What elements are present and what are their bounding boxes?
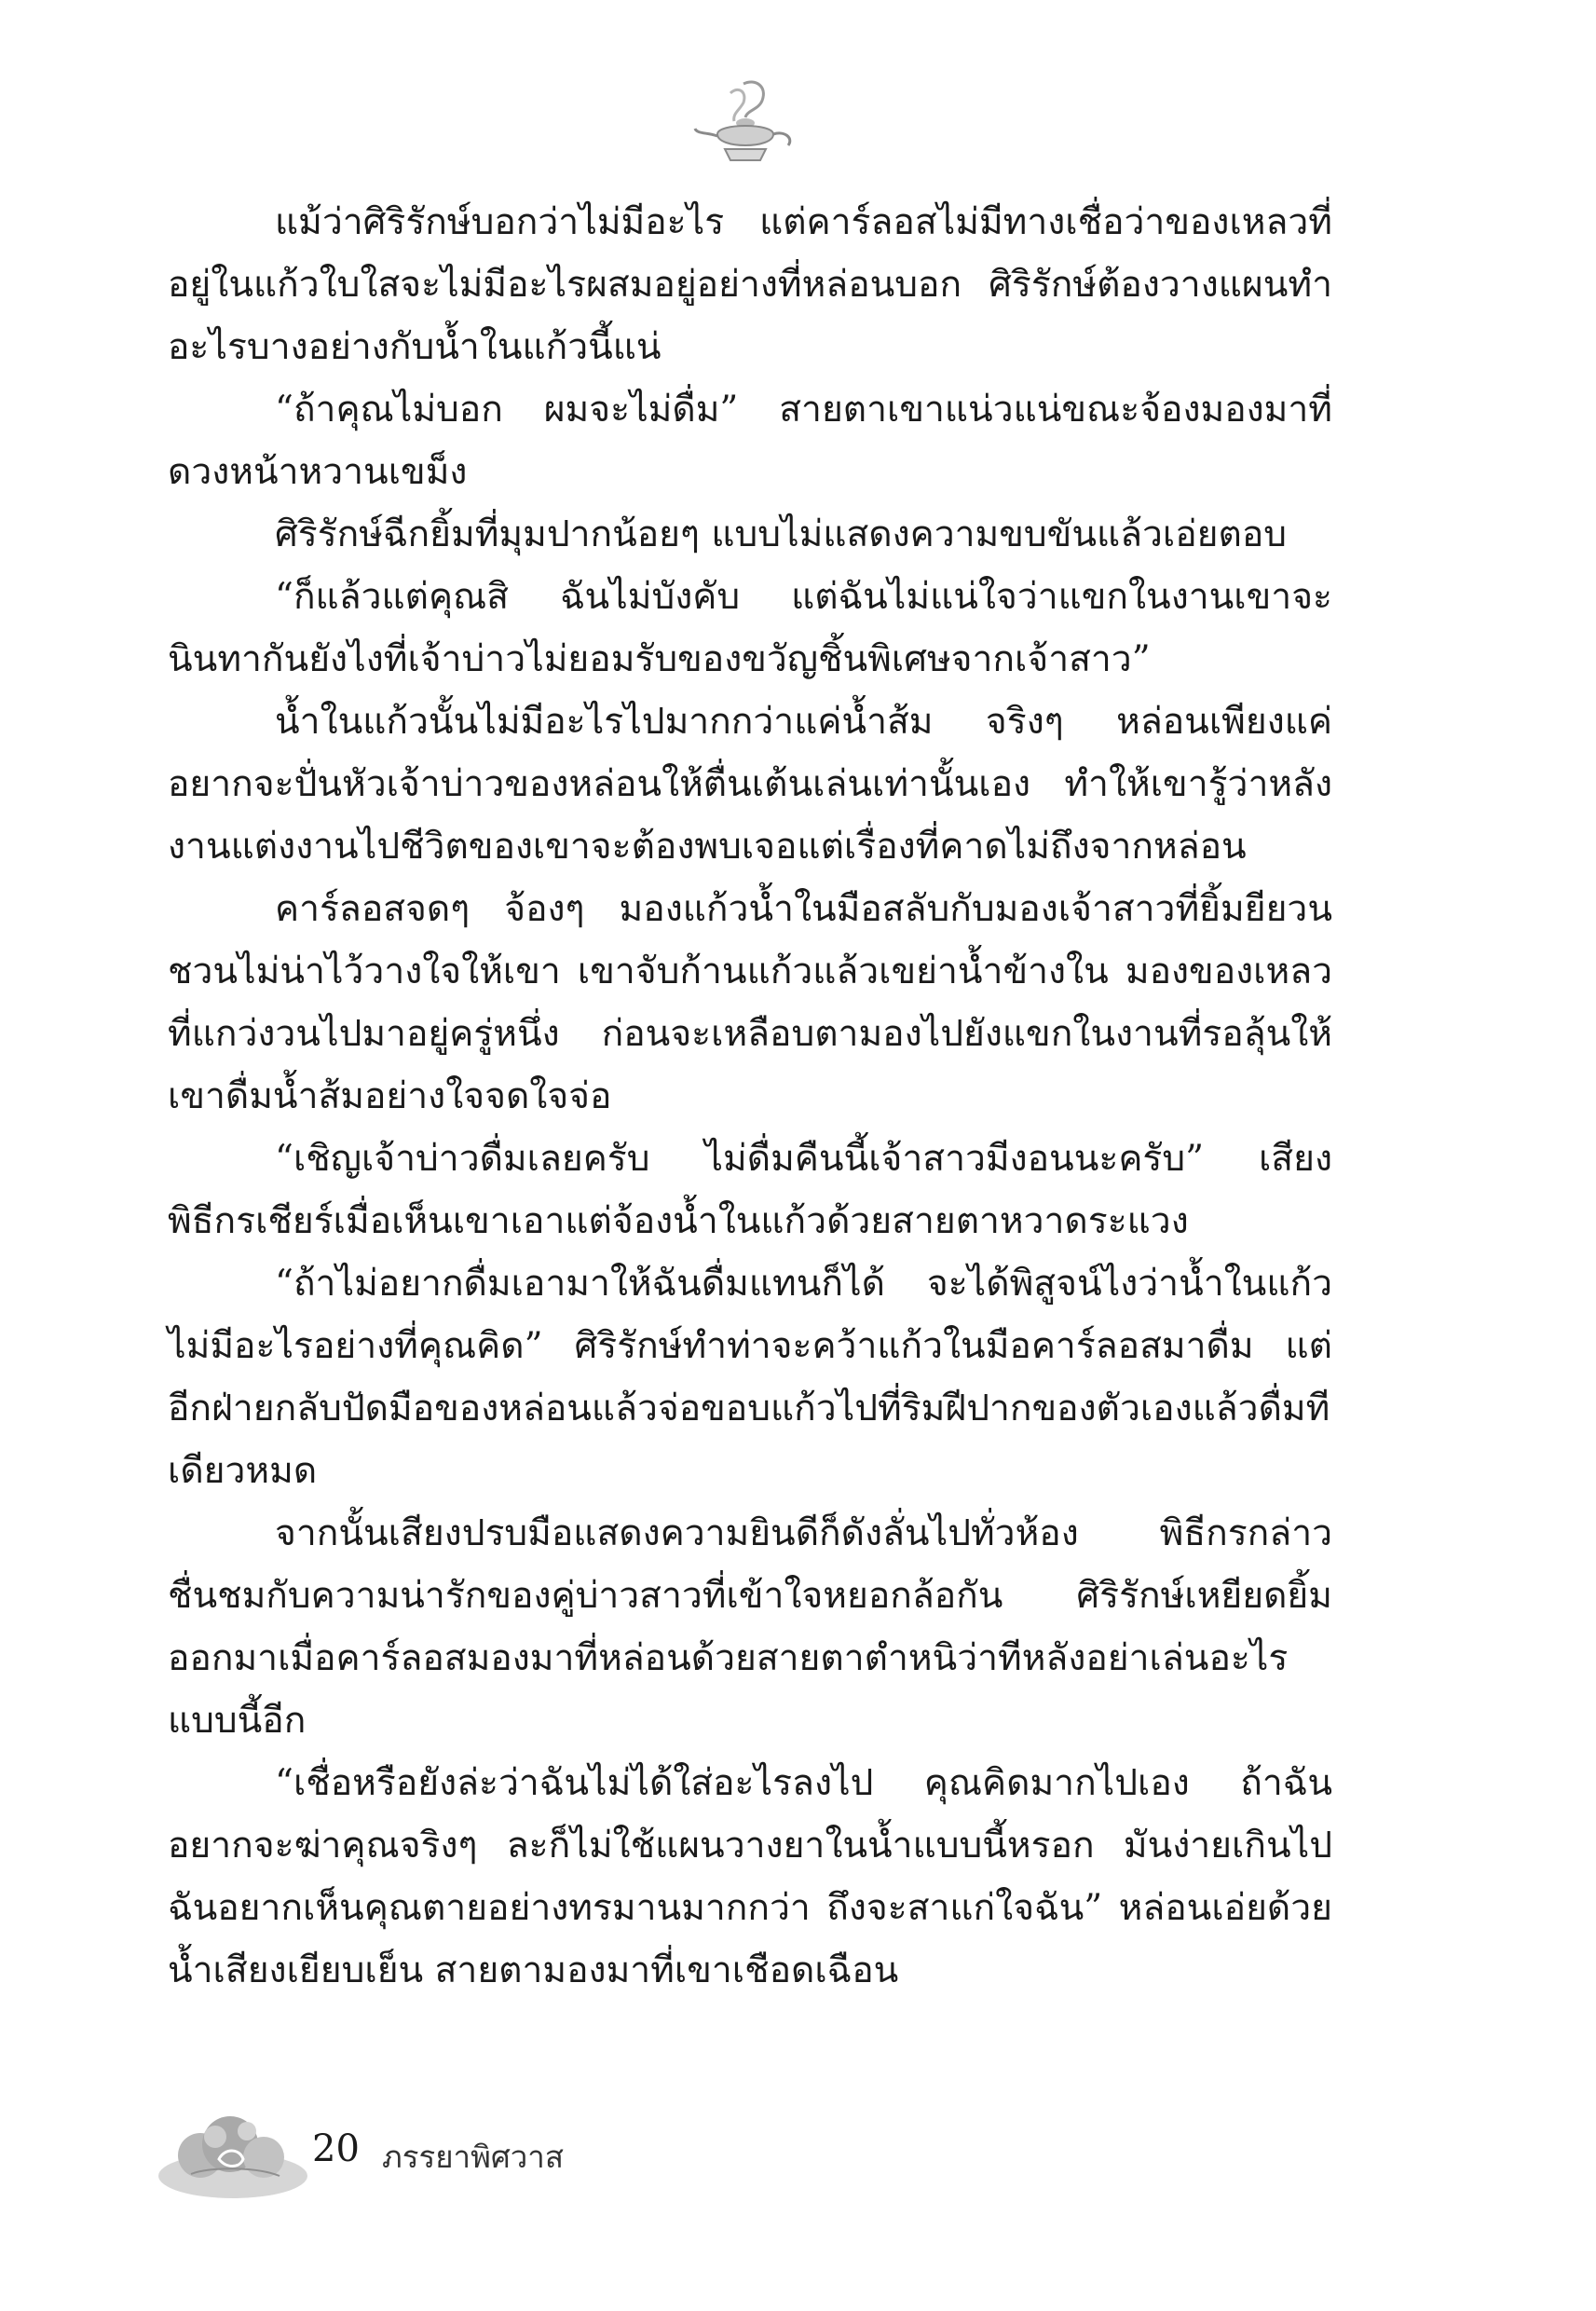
paragraph: “ถ้าคุณไม่บอก ผมจะไม่ดื่ม” สายตาเขาแน่วแน่ขณะจ้องมองมาที่ดวงหน้าหวานเขม็ง xyxy=(168,389,1332,493)
paragraph: น้ำในแก้วนั้นไม่มีอะไรไปมากกว่าแค่น้ำส้ม จริงๆ หล่อนเพียงแค่อยากจะปั่นหัวเจ้าบ่าวของหล่อนให้ตื่นเต้นเล่นเท่านั้นเอง ทำให้เขารู้ว่าหลังงานแต่งงานไปชีวิตของเขาจะต้องพบเจอแต่เรื่องที่คาดไม่ถึงจากหล่อน xyxy=(168,701,1332,868)
paragraph: แม้ว่าศิริรักษ์บอกว่าไม่มีอะไร แต่คาร์ลอสไม่มีทางเชื่อว่าของเหลวที่อยู่ในแก้วใบใสจะไม่มีอะไรผสมอยู่อย่างที่หล่อนบอก ศิริรักษ์ต้องวางแผนทำอะไรบางอย่างกับน้ำในแก้วนี้แน่ xyxy=(168,201,1332,368)
paragraph: “เชื่อหรือยังล่ะว่าฉันไม่ได้ใส่อะไรลงไป คุณคิดมากไปเอง ถ้าฉันอยากจะฆ่าคุณจริงๆ ละก็ไม่ใช้แผนวางยาในน้ำแบบนี้หรอก มันง่ายเกินไป ฉันอยากเห็นคุณตายอย่างทรมานมากกว่า ถึงจะสาแก่ใจฉัน” หล่อนเอ่ยด้วยน้ำเสียงเยียบเย็น สายตามองมาที่เขาเชือดเฉือน xyxy=(168,1762,1332,1991)
paragraph: ศิริรักษ์ฉีกยิ้มที่มุมปากน้อยๆ แบบไม่แสดงความขบขันแล้วเอ่ยตอบ xyxy=(275,513,1288,555)
header-ornament-icon xyxy=(689,76,801,179)
page-footer xyxy=(154,2101,806,2204)
paragraph: “ก็แล้วแต่คุณสิ ฉันไม่บังคับ แต่ฉันไม่แน่ใจว่าแขกในงานเขาจะนินทากันยังไงที่เจ้าบ่าวไม่ยอมรับของขวัญชิ้นพิเศษจากเจ้าสาว” xyxy=(168,576,1332,680)
book-title: ภรรยาพิศวาส xyxy=(382,2139,564,2175)
paragraph: “เชิญเจ้าบ่าวดื่มเลยครับ ไม่ดื่มคืนนี้เจ้าสาวมีงอนนะครับ” เสียงพิธีกรเชียร์เมื่อเห็นเขาเอาแต่จ้องน้ำในแก้วด้วยสายตาหวาดระแวง xyxy=(168,1138,1332,1242)
flower-decoration-icon xyxy=(154,2101,312,2204)
body-text xyxy=(168,191,1332,2002)
paragraph: จากนั้นเสียงปรบมือแสดงความยินดีก็ดังลั่นไปทั่วห้อง พิธีกรกล่าวชื่นชมกับความน่ารักของคู่บ่าวสาวที่เข้าใจหยอกล้อกัน ศิริรักษ์เหยียดยิ้มออกมาเมื่อคาร์ลอสมองมาที่หล่อนด้วยสายตาตำหนิว่าทีหลังอย่าเล่นอะไรแบบนี้อีก xyxy=(168,1512,1332,1742)
page-number: 20 xyxy=(312,2127,360,2170)
paragraph: คาร์ลอสจดๆ จ้องๆ มองแก้วน้ำในมือสลับกับมองเจ้าสาวที่ยิ้มยียวนชวนไม่น่าไว้วางใจให้เขา เขาจับก้านแก้วแล้วเขย่าน้ำข้างใน มองของเหลวที่แกว่งวนไปมาอยู่ครู่หนึ่ง ก่อนจะเหลือบตามองไปยังแขกในงานที่รอลุ้นให้เขาดื่มน้ำส้มอย่างใจจดใจจ่อ xyxy=(168,888,1332,1117)
paragraph: “ถ้าไม่อยากดื่มเอามาให้ฉันดื่มแทนก็ได้ จะได้พิสูจน์ไงว่าน้ำในแก้วไม่มีอะไรอย่างที่คุณคิด” ศิริรักษ์ทำท่าจะคว้าแก้วในมือคาร์ลอสมาดื่ม แต่อีกฝ่ายกลับปัดมือของหล่อนแล้วจ่อขอบแก้วไปที่ริมฝีปากของตัวเองแล้วดื่มทีเดียวหมด xyxy=(168,1263,1332,1492)
